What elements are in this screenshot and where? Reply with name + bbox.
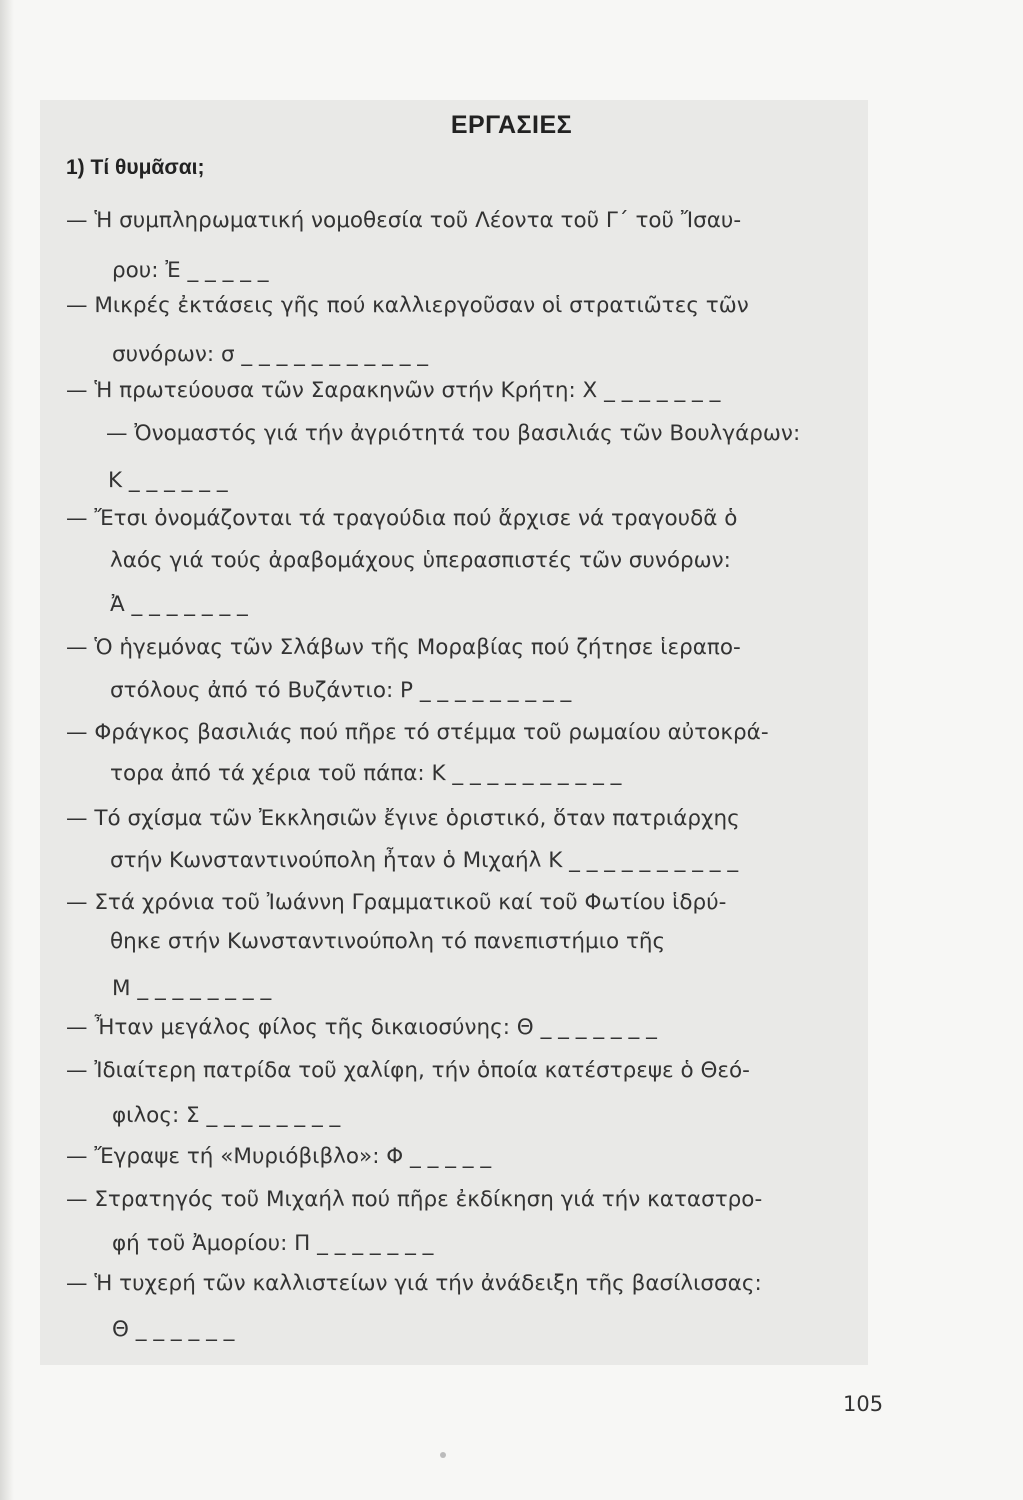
exercise-line: Ἀ _ _ _ _ _ _ _ [110,592,248,617]
exercise-line: Κ _ _ _ _ _ _ [108,468,228,493]
exercise-line: — Ἔγραψε τή «Μυριόβιβλο»: Φ _ _ _ _ _ [66,1144,492,1169]
page-number: 105 [843,1392,884,1416]
page-title: ΕΡΓΑΣΙΕΣ [450,111,573,139]
exercise-line: — Ὀνομαστός γιά τήν ἀγριότητά του βασιλιάς τῶν Βουλγάρων: [106,421,801,446]
exercise-line: Θ _ _ _ _ _ _ [112,1317,235,1342]
exercise-line: — Ἰδιαίτερη πατρίδα τοῦ χαλίφη, τήν ὁποία κατέστρεψε ὁ Θεό- [66,1058,750,1083]
exercise-line: λαός γιά τούς ἀραβομάχους ὑπερασπιστές τῶν συνόρων: [110,548,731,573]
exercise-line: ρου: Ἐ _ _ _ _ _ [112,258,269,283]
exercise-line: — Φράγκος βασιλιάς πού πῆρε τό στέμμα τοῦ ρωμαίου αὐτοκρά- [66,720,769,745]
exercise-line: στήν Κωνσταντινούπολη ἦταν ὁ Μιχαήλ Κ _ _ _ _ _ _ _ _ _ _ [110,848,739,873]
exercise-line: συνόρων: σ _ _ _ _ _ _ _ _ _ _ _ [112,342,429,367]
exercise-line: — Ἔτσι ὀνομάζονται τά τραγούδια πού ἄρχισε νά τραγουδᾶ ὁ [66,506,738,531]
exercise-line: — Στά χρόνια τοῦ Ἰωάννη Γραμματικοῦ καί τοῦ Φωτίου ἱδρύ- [66,890,727,915]
exercise-line: — Ἦταν μεγάλος φίλος τῆς δικαιοσύνης: Θ _ _ _ _ _ _ _ [66,1015,657,1040]
exercise-line: — Μικρές ἐκτάσεις γῆς πού καλλιεργοῦσαν οἱ στρατιῶτες τῶν [66,293,749,318]
exercise-line: Μ _ _ _ _ _ _ _ _ [112,976,272,1001]
question-heading: 1) Τί θυμᾶσαι; [66,156,205,179]
exercise-line: — Ἡ τυχερή τῶν καλλιστείων γιά τήν ἀνάδειξη τῆς βασίλισσας: [66,1271,762,1296]
exercise-line: — Ὁ ἡγεμόνας τῶν Σλάβων τῆς Μοραβίας πού ζήτησε ἱεραπο- [66,635,741,660]
exercise-line: τορα ἀπό τά χέρια τοῦ πάπα: Κ _ _ _ _ _ _ _ _ _ _ [110,761,622,786]
exercise-line: φιλος: Σ _ _ _ _ _ _ _ _ [112,1103,341,1128]
exercise-line: — Ἡ πρωτεύουσα τῶν Σαρακηνῶν στήν Κρήτη: Χ _ _ _ _ _ _ _ [66,378,721,403]
page-edge-shadow [0,0,14,1500]
exercise-line: — Τό σχίσμα τῶν Ἐκκλησιῶν ἔγινε ὁριστικό, ὅταν πατριάρχης [66,806,740,831]
exercise-line: — Στρατηγός τοῦ Μιχαήλ πού πῆρε ἐκδίκηση γιά τήν καταστρο- [66,1187,763,1212]
exercise-line: — Ἡ συμπληρωματική νομοθεσία τοῦ Λέοντα τοῦ Γ΄ τοῦ Ἴσαυ- [66,208,742,233]
exercise-line: φή τοῦ Ἀμορίου: Π _ _ _ _ _ _ _ [112,1231,434,1256]
exercise-line: στόλους ἀπό τό Βυζάντιο: Ρ _ _ _ _ _ _ _ _ _ [110,678,572,703]
paper-speck [440,1452,446,1458]
exercise-line: θηκε στήν Κωνσταντινούπολη τό πανεπιστήμιο τῆς [110,929,666,954]
